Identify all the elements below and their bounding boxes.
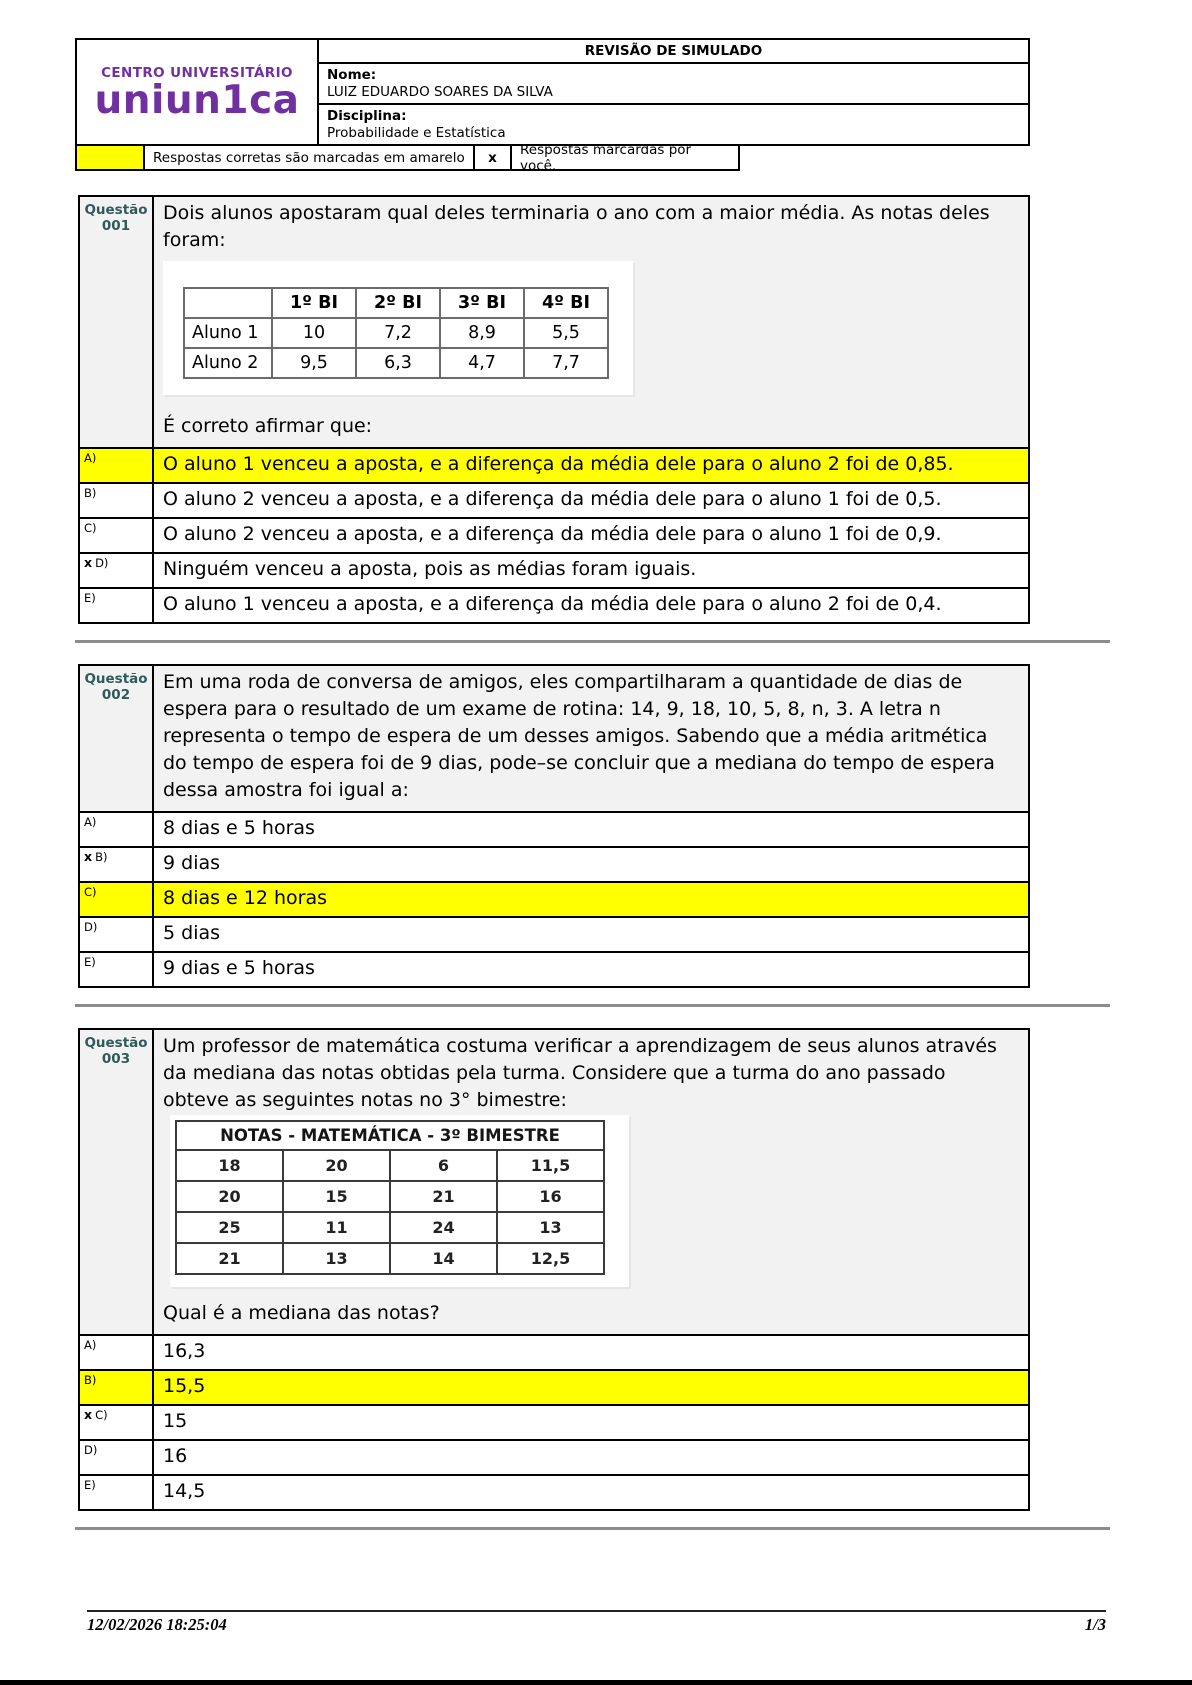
question-number	[80, 197, 154, 447]
table-cell: 20	[283, 1150, 390, 1181]
question-number	[80, 666, 154, 811]
option-letter-label: B)	[84, 1373, 97, 1387]
option-letter-label: C)	[84, 885, 97, 899]
bottom-border-bar	[0, 1680, 1192, 1685]
university-logo	[77, 40, 319, 144]
option-row	[80, 916, 1028, 951]
option-text: 8 dias e 12 horas	[163, 887, 328, 909]
header-fields	[319, 40, 1028, 144]
page-content	[78, 38, 1030, 1530]
table-cell: 5,5	[524, 318, 608, 348]
option-letter-cell	[80, 848, 154, 881]
option-row	[80, 881, 1028, 916]
table-cell: 13	[283, 1243, 390, 1274]
table-title-row	[176, 1121, 604, 1150]
table-cell: 15	[283, 1181, 390, 1212]
option-letter-label: A)	[84, 815, 97, 829]
option-text: 15,5	[163, 1375, 206, 1397]
question-block-002	[78, 664, 1030, 988]
option-row	[80, 1404, 1028, 1439]
option-text: O aluno 2 venceu a aposta, e a diferença da média dele para o aluno 1 foi de 0,5.	[163, 488, 942, 510]
question-prompt: Qual é a mediana das notas?	[163, 1302, 440, 1324]
table-row	[184, 318, 608, 348]
table-header-cell	[184, 288, 272, 318]
x-mark-sample: x	[473, 144, 512, 171]
option-row	[80, 811, 1028, 846]
table-cell: 6,3	[356, 348, 440, 378]
yellow-swatch	[75, 144, 145, 171]
option-text: 14,5	[163, 1480, 206, 1502]
question-label: Questão	[84, 671, 148, 687]
table-cell: 25	[176, 1212, 283, 1243]
question-text: Dois alunos apostaram qual deles terminaria o ano com a maior média. As notas deles foram:	[163, 202, 990, 251]
option-text: 9 dias	[163, 852, 221, 874]
question-divider	[75, 1004, 1110, 1007]
table-cell: Aluno 2	[184, 348, 272, 378]
name-label: Nome:	[327, 67, 377, 83]
option-text: 8 dias e 5 horas	[163, 817, 315, 839]
option-letter-cell	[80, 918, 154, 951]
option-letter-label: E)	[84, 591, 96, 605]
question-divider	[75, 640, 1110, 643]
option-text: Ninguém venceu a aposta, pois as médias foram iguais.	[163, 558, 697, 580]
table-header-cell: 1º BI	[272, 288, 356, 318]
option-letter-label: E)	[84, 955, 96, 969]
option-row	[80, 1474, 1028, 1509]
option-row	[80, 447, 1028, 482]
question-number-value: 003	[101, 1051, 131, 1067]
page-footer	[87, 1615, 1106, 1635]
data-table	[183, 287, 609, 379]
table-cell: 18	[176, 1150, 283, 1181]
question-body	[154, 666, 1028, 811]
option-letter-cell	[80, 484, 154, 517]
name-value: LUIZ EDUARDO SOARES DA SILVA	[327, 84, 553, 100]
question-prompt: É correto afirmar que:	[163, 415, 373, 437]
option-letter-label: A)	[84, 451, 97, 465]
marked-answers-note: Respostas marcardas por você.	[510, 144, 740, 171]
question-number	[80, 1030, 154, 1334]
table-header-cell: 4º BI	[524, 288, 608, 318]
option-letter-cell	[80, 883, 154, 916]
option-row	[80, 587, 1028, 622]
discipline-value: Probabilidade e Estatística	[327, 125, 506, 141]
table-row	[176, 1212, 604, 1243]
option-letter-cell	[80, 519, 154, 552]
table-cell: 24	[390, 1212, 497, 1243]
option-letter-cell	[80, 953, 154, 986]
option-letter-label: B)	[84, 486, 97, 500]
table-header-cell: 3º BI	[440, 288, 524, 318]
option-letter-cell	[80, 554, 154, 587]
table-cell: 12,5	[497, 1243, 604, 1274]
table-header-row	[184, 288, 608, 318]
option-letter-cell	[80, 449, 154, 482]
option-text: 5 dias	[163, 922, 221, 944]
question-block-003	[78, 1028, 1030, 1511]
logo-wordmark: uniun1ca	[94, 77, 300, 123]
option-letter-label: C)	[95, 1408, 108, 1422]
question-text: Um professor de matemática costuma verificar a aprendizagem de seus alunos através da mediana das notas obtidas pela turma. Considere que a turma do ano passado obteve as seguintes notas no 3° bimestre:	[163, 1035, 997, 1111]
option-text: O aluno 1 venceu a aposta, e a diferença da média dele para o aluno 2 foi de 0,85.	[163, 453, 954, 475]
table-row	[176, 1150, 604, 1181]
option-letter-cell	[80, 1441, 154, 1474]
question-text: Em uma roda de conversa de amigos, eles compartilharam a quantidade de dias de espera para o resultado de um exame de rotina: 14, 9, 18, 10, 5, 8, n, 3. A letra n representa o tempo de espera de um desses amigos. Sabendo que a média aritmética do tempo de espera foi de 9 dias, pode–se concluir que a mediana do tempo de espera dessa amostra foi igual a:	[163, 671, 995, 801]
document-title: REVISÃO DE SIMULADO	[319, 40, 1028, 64]
option-letter-cell	[80, 1336, 154, 1369]
print-timestamp: 12/02/2026 18:25:04	[87, 1615, 227, 1634]
table-title-cell: NOTAS - MATEMÁTICA - 3º BIMESTRE	[176, 1121, 604, 1150]
table-cell: 11,5	[497, 1150, 604, 1181]
question-divider	[75, 1527, 1110, 1530]
option-row	[80, 951, 1028, 986]
question-table-image	[170, 1115, 629, 1287]
exam-header	[75, 38, 1030, 146]
table-cell: 6	[390, 1150, 497, 1181]
answer-legend	[75, 141, 1030, 174]
discipline-label: Disciplina:	[327, 108, 407, 124]
table-cell: 9,5	[272, 348, 356, 378]
table-row	[176, 1181, 604, 1212]
option-text: 15	[163, 1410, 188, 1432]
table-cell: 16	[497, 1181, 604, 1212]
option-letter-cell	[80, 589, 154, 622]
option-letter-label: D)	[84, 920, 98, 934]
table-cell: Aluno 1	[184, 318, 272, 348]
option-letter-label: A)	[84, 1338, 97, 1352]
footer-rule	[87, 1610, 1106, 1612]
question-label: Questão	[84, 202, 148, 218]
logo-subtitle: CENTRO UNIVERSITÁRIO	[101, 64, 293, 81]
option-row	[80, 552, 1028, 587]
option-letter-label: B)	[95, 850, 108, 864]
option-text: O aluno 1 venceu a aposta, e a diferença da média dele para o aluno 2 foi de 0,4.	[163, 593, 942, 615]
marked-x: x	[84, 849, 93, 864]
table-cell: 8,9	[440, 318, 524, 348]
marked-x: x	[84, 555, 93, 570]
marked-x: x	[84, 1407, 93, 1422]
table-cell: 21	[176, 1243, 283, 1274]
page-number: 1/3	[1084, 1615, 1106, 1634]
question-header-row	[80, 197, 1028, 447]
question-header-row	[80, 1030, 1028, 1334]
table-row	[176, 1243, 604, 1274]
question-label: Questão	[84, 1035, 148, 1051]
questions-list	[78, 195, 1030, 1530]
option-letter-cell	[80, 1476, 154, 1509]
question-header-row	[80, 666, 1028, 811]
discipline-field	[319, 105, 1028, 144]
table-cell: 13	[497, 1212, 604, 1243]
option-text: 9 dias e 5 horas	[163, 957, 315, 979]
question-block-001	[78, 195, 1030, 624]
option-row	[80, 1334, 1028, 1369]
data-table	[175, 1120, 605, 1275]
question-number-value: 001	[101, 218, 131, 234]
option-text: 16,3	[163, 1340, 206, 1362]
table-cell: 7,7	[524, 348, 608, 378]
option-text: O aluno 2 venceu a aposta, e a diferença da média dele para o aluno 1 foi de 0,9.	[163, 523, 942, 545]
table-row	[184, 348, 608, 378]
table-cell: 4,7	[440, 348, 524, 378]
question-table-image	[163, 261, 633, 395]
question-number-value: 002	[101, 687, 131, 703]
table-cell: 14	[390, 1243, 497, 1274]
table-cell: 7,2	[356, 318, 440, 348]
option-text: 16	[163, 1445, 188, 1467]
option-letter-cell	[80, 1406, 154, 1439]
option-row	[80, 846, 1028, 881]
option-row	[80, 1439, 1028, 1474]
student-name-field	[319, 64, 1028, 105]
option-letter-label: E)	[84, 1478, 96, 1492]
table-cell: 11	[283, 1212, 390, 1243]
table-cell: 10	[272, 318, 356, 348]
option-row	[80, 482, 1028, 517]
table-header-cell: 2º BI	[356, 288, 440, 318]
option-row	[80, 517, 1028, 552]
option-row	[80, 1369, 1028, 1404]
table-cell: 21	[390, 1181, 497, 1212]
question-body	[154, 197, 1028, 447]
option-letter-label: D)	[95, 556, 109, 570]
table-cell: 20	[176, 1181, 283, 1212]
question-body	[154, 1030, 1028, 1334]
option-letter-label: D)	[84, 1443, 98, 1457]
option-letter-label: C)	[84, 521, 97, 535]
correct-answers-note: Respostas corretas são marcadas em amarelo	[143, 144, 475, 171]
option-letter-cell	[80, 1371, 154, 1404]
option-letter-cell	[80, 813, 154, 846]
